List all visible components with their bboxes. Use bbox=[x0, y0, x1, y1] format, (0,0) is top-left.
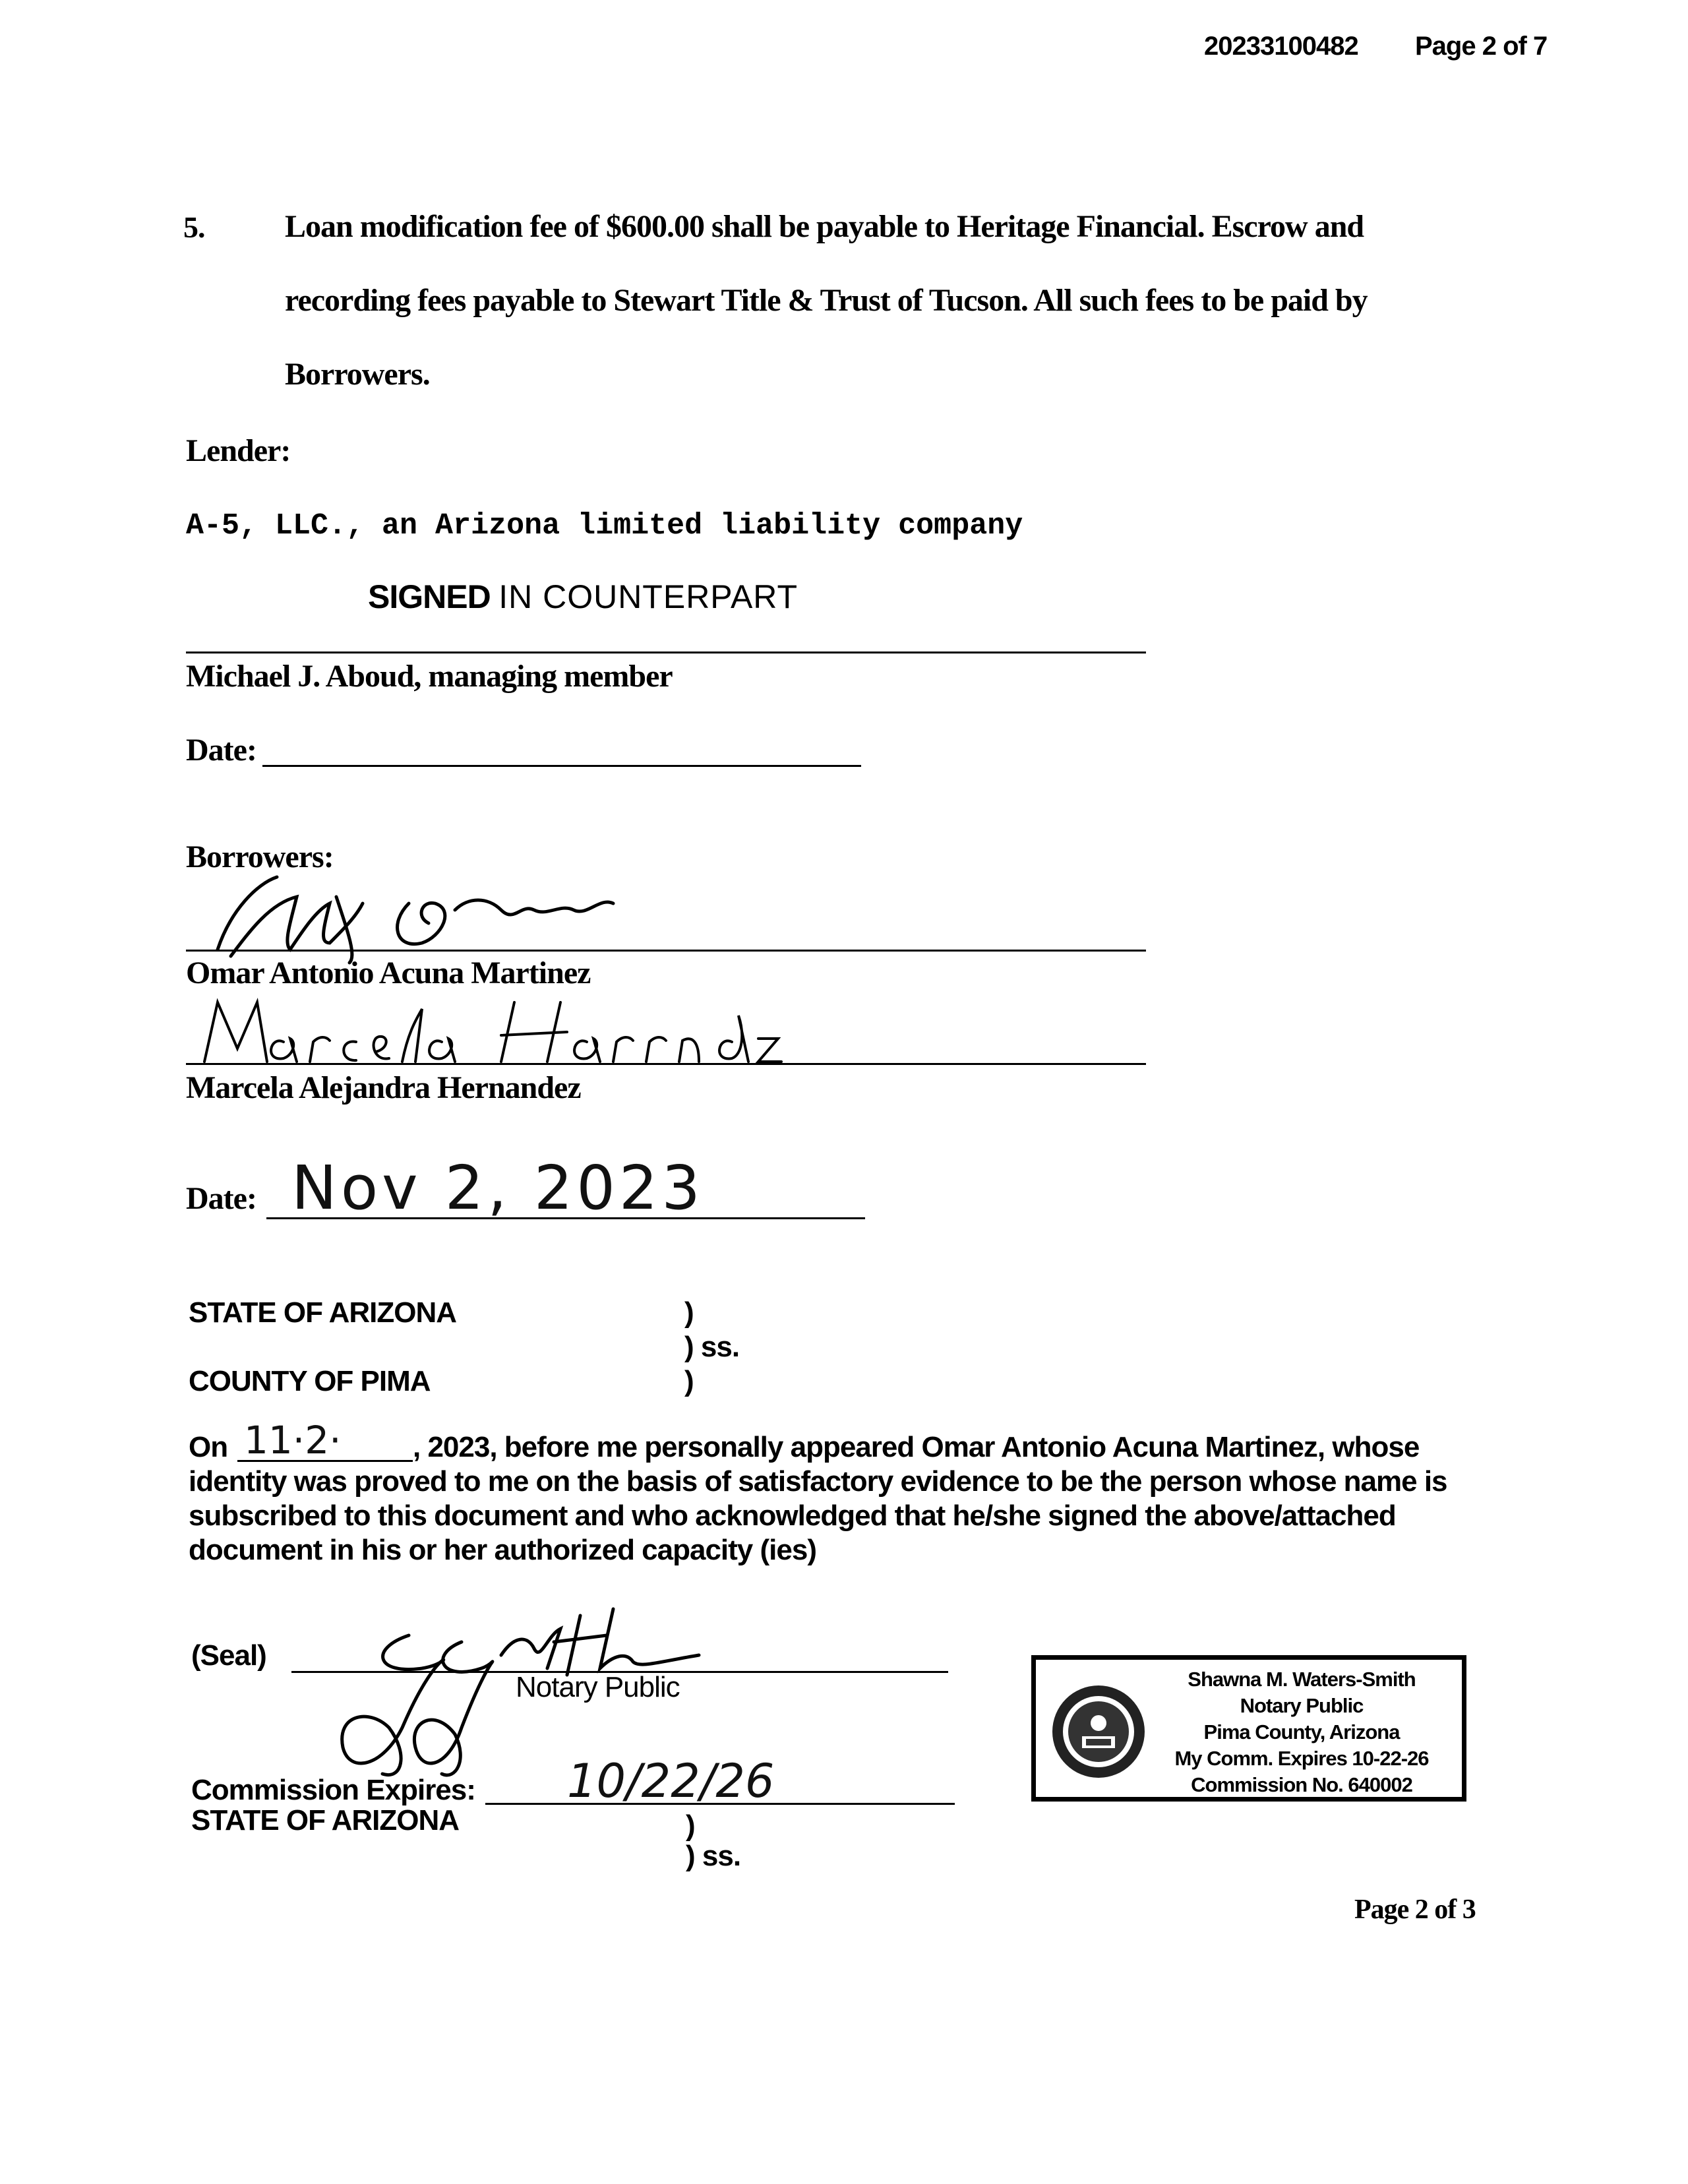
notary-venue-paren: ) bbox=[686, 1809, 695, 1842]
stamp-signed-word: SIGNED bbox=[368, 578, 491, 615]
acknowledgment-date-line bbox=[237, 1460, 413, 1462]
acknowledgment-line-1: , 2023, before me personally appeared Omar Antonio Acuna Martinez, whose bbox=[413, 1431, 1420, 1463]
notary-stamp bbox=[1031, 1655, 1466, 1802]
acknowledgment-line-3: subscribed to this document and who acknowledged that he/she signed the above/attached bbox=[189, 1500, 1396, 1532]
lender-date-label: Date: bbox=[186, 733, 256, 768]
notary-public-label: Notary Public bbox=[516, 1671, 680, 1703]
signed-in-counterpart-stamp bbox=[368, 578, 798, 616]
notary-venue-ss: ) ss. bbox=[686, 1840, 741, 1872]
lender-label: Lender: bbox=[186, 433, 291, 468]
item-text-line-3: Borrowers. bbox=[285, 357, 430, 392]
venue-ss: ) ss. bbox=[684, 1331, 740, 1363]
borrowers-date-handwritten: Nov 2, 2023 bbox=[291, 1153, 704, 1223]
stamp-notary-title: Notary Public bbox=[1240, 1694, 1364, 1717]
state-seal-icon bbox=[1049, 1682, 1148, 1781]
lender-date-line bbox=[262, 765, 861, 767]
venue-paren-3: ) bbox=[684, 1365, 694, 1397]
venue-paren-1: ) bbox=[684, 1296, 694, 1329]
stamp-counterpart-words: IN COUNTERPART bbox=[498, 578, 799, 615]
item-number: 5. bbox=[183, 210, 205, 244]
stamp-notary-name: Shawna M. Waters-Smith bbox=[1188, 1668, 1416, 1691]
stamp-county: Pima County, Arizona bbox=[1203, 1720, 1400, 1744]
borrower-2-signature-line bbox=[186, 1063, 1146, 1065]
commission-expires-label: Commission Expires: bbox=[191, 1774, 475, 1806]
acknowledgment-date-handwritten: 11·2· bbox=[244, 1418, 342, 1463]
borrower-2-name: Marcela Alejandra Hernandez bbox=[186, 1070, 581, 1105]
notary-state: STATE OF ARIZONA bbox=[191, 1804, 460, 1836]
stamp-expiration: My Comm. Expires 10-22-26 bbox=[1174, 1747, 1429, 1770]
borrower-1-signature-line bbox=[186, 950, 1146, 952]
commission-expires-line bbox=[485, 1803, 955, 1805]
acknowledgment-on: On bbox=[189, 1431, 228, 1463]
borrower-1-signature bbox=[191, 857, 666, 969]
borrower-2-signature bbox=[191, 989, 785, 1075]
stamp-commission-number: Commission No. 640002 bbox=[1191, 1773, 1412, 1796]
seal-label: (Seal) bbox=[191, 1639, 266, 1672]
lender-company: A-5, LLC., an Arizona limited liability company bbox=[186, 509, 1023, 543]
borrowers-date-line bbox=[266, 1217, 865, 1219]
lender-signature-line bbox=[186, 652, 1146, 653]
commission-expires-handwritten: 10/22/26 bbox=[567, 1754, 775, 1808]
acknowledgment-line-4: document in his or her authorized capacity (ies) bbox=[189, 1534, 816, 1566]
acknowledgment-line-2: identity was proved to me on the basis of satisfactory evidence to be the person whose name is bbox=[189, 1465, 1447, 1498]
page-counter-top: Page 2 of 7 bbox=[1415, 32, 1548, 61]
venue-state: STATE OF ARIZONA bbox=[189, 1296, 457, 1329]
document-number: 20233100482 bbox=[1204, 32, 1358, 61]
item-text-line-1: Loan modification fee of $600.00 shall be payable to Heritage Financial. Escrow and bbox=[285, 209, 1364, 244]
lender-signer-name: Michael J. Aboud, managing member bbox=[186, 659, 673, 694]
borrower-1-name: Omar Antonio Acuna Martinez bbox=[186, 956, 591, 990]
venue-county: COUNTY OF PIMA bbox=[189, 1365, 431, 1397]
borrowers-label: Borrowers: bbox=[186, 839, 334, 874]
item-text-line-2: recording fees payable to Stewart Title & Trust of Tucson. All such fees to be paid by bbox=[285, 283, 1368, 318]
page-footer: Page 2 of 3 bbox=[1354, 1895, 1476, 1925]
borrowers-date-label: Date: bbox=[186, 1181, 256, 1216]
